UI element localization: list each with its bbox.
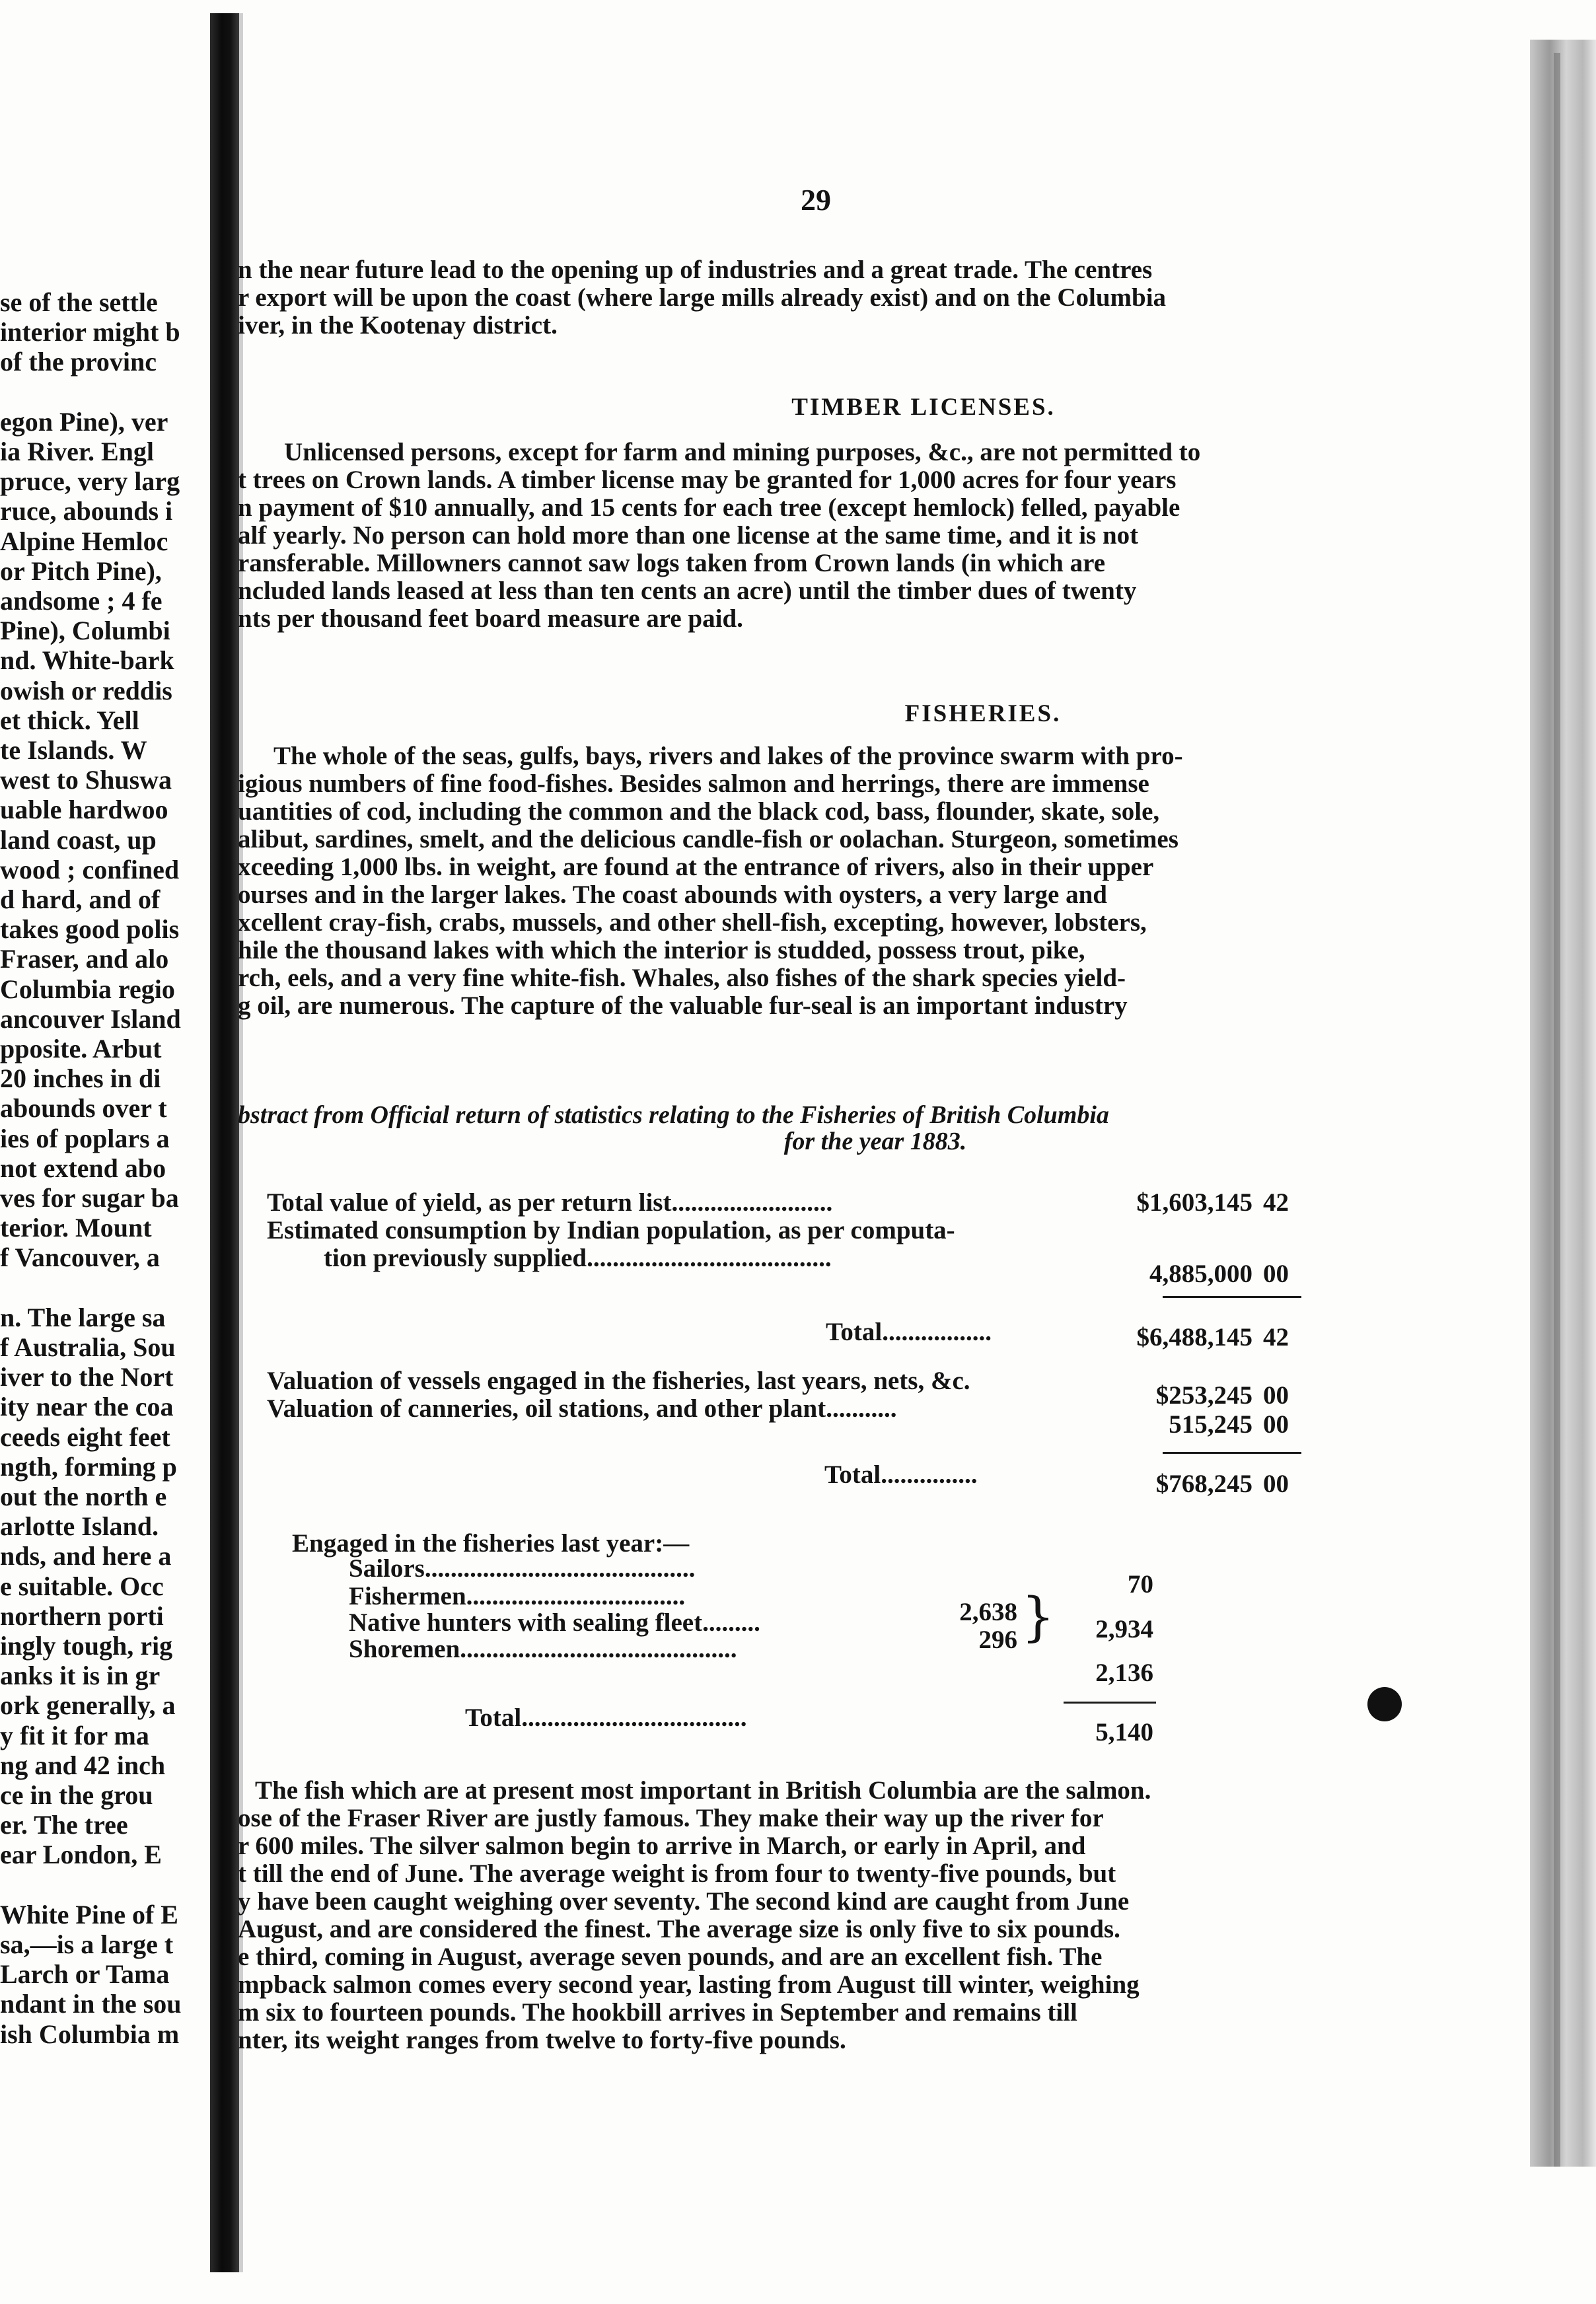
- facing-page-line: egon Pine), ver: [0, 406, 168, 437]
- facing-page-line: ng and 42 inch: [0, 1750, 166, 1780]
- facing-page-line: takes good polis: [0, 914, 180, 945]
- text-line: August, and are considered the finest. The average size is only five to six pounds.: [238, 1915, 1120, 1943]
- text-line: ose of the Fraser River are justly famous. They make their way up the river for: [238, 1804, 1104, 1832]
- yield-row-amount: 4,885,000: [1149, 1260, 1252, 1288]
- text-line: rch, eels, and a very fine white-fish. Whales, also fishes of the shark species yield-: [238, 964, 1126, 992]
- facing-page-line: ork generally, a: [0, 1690, 176, 1721]
- facing-page-line: Columbia regio: [0, 974, 175, 1004]
- text-line: The fish which are at present most important in British Columbia are the salmon.: [255, 1776, 1151, 1805]
- yield-row-cents: 00: [1263, 1260, 1289, 1288]
- vessels-total-cents: 00: [1263, 1470, 1289, 1498]
- text-line: iver, in the Kootenay district.: [238, 311, 558, 340]
- text-line: mpback salmon comes every second year, lasting from August till winter, weighing: [238, 1970, 1140, 1999]
- timber-heading: TIMBER LICENSES.: [791, 394, 1056, 421]
- facing-page-line: White Pine of E: [0, 1899, 178, 1929]
- text-line: The whole of the seas, gulfs, bays, rivers and lakes of the province swarm with pro-: [273, 742, 1183, 770]
- vessels-row-label: Valuation of canneries, oil stations, and other plant...........: [267, 1394, 897, 1423]
- facing-page-line: ies of poplars a: [0, 1123, 170, 1153]
- fisheries-paragraph: [238, 742, 1427, 1020]
- facing-page-line: ia River. Engl: [0, 437, 154, 466]
- facing-page-line: ancouver Island: [0, 1003, 181, 1034]
- engaged-row-sub: 296: [978, 1626, 1017, 1654]
- engaged-row-label: Shoremen...........................................: [349, 1635, 737, 1663]
- abstract-title-line: bstract from Official return of statistics relating to the Fisheries of British Columbia: [238, 1101, 1109, 1129]
- intro-paragraph: [238, 256, 1427, 340]
- engaged-row-value: 2,136: [1095, 1659, 1153, 1687]
- facing-page-line: or Pitch Pine),: [0, 556, 162, 586]
- facing-page-line: pruce, very larg: [0, 466, 180, 497]
- facing-page-line: Pine), Columbi: [0, 616, 170, 646]
- facing-page-line: ceeds eight feet: [0, 1422, 170, 1452]
- text-line: ransferable. Millowners cannot saw logs taken from Crown lands (in which are: [238, 549, 1106, 577]
- yield-row-cents: 42: [1263, 1188, 1289, 1217]
- facing-page-line: se of the settle: [0, 287, 158, 317]
- yield-row-label: tion previously supplied......................................: [324, 1244, 832, 1272]
- facing-page-line: andsome ; 4 fe: [0, 586, 163, 616]
- ink-blot: [1367, 1687, 1402, 1721]
- engaged-row-label: Fishermen..................................: [349, 1582, 686, 1610]
- facing-page-line: ear London, E: [0, 1840, 162, 1870]
- yield-row-label: Total value of yield, as per return list.........................: [267, 1188, 833, 1217]
- text-line: nts per thousand feet board measure are paid.: [238, 604, 743, 633]
- facing-page-line: e suitable. Occ: [0, 1571, 164, 1601]
- text-line: xceeding 1,000 lbs. in weight, are found at the entrance of rivers, also in their upper: [238, 853, 1154, 881]
- facing-page-line: n. The large sa: [0, 1302, 166, 1332]
- text-line: ncluded lands leased at less than ten cents an acre) until the timber dues of twenty: [238, 577, 1137, 605]
- text-line: y have been caught weighing over seventy. The second kind are caught from June: [238, 1887, 1130, 1916]
- sum-rule: [1163, 1452, 1301, 1454]
- text-line: uantities of cod, including the common and the black cod, bass, flounder, skate, sole,: [238, 797, 1160, 826]
- facing-page-line: anks it is in gr: [0, 1661, 161, 1691]
- facing-page-line: northern porti: [0, 1601, 164, 1631]
- facing-page-line: te Islands. W: [0, 735, 147, 765]
- text-line: alibut, sardines, smelt, and the delicious candle-fish or oolachan. Sturgeon, sometimes: [238, 825, 1179, 853]
- facing-page-line: of the provinc: [0, 347, 157, 377]
- text-line: g oil, are numerous. The capture of the valuable fur-seal is an important industry: [238, 991, 1128, 1020]
- facing-page-line: ndant in the sou: [0, 1989, 182, 2019]
- book-gutter: [210, 13, 239, 2272]
- facing-page-line: ngth, forming p: [0, 1451, 177, 1482]
- abstract-title: [238, 1102, 1433, 1155]
- text-line: n the near future lead to the opening up of industries and a great trade. The centres: [238, 256, 1153, 284]
- facing-page-line: wood ; confined: [0, 854, 180, 884]
- text-line: hile the thousand lakes with which the interior is studded, possess trout, pike,: [238, 936, 1085, 964]
- facing-page-line: out the north e: [0, 1482, 167, 1511]
- facing-page-line: 20 inches in di: [0, 1063, 161, 1094]
- facing-page-line: Alpine Hemloc: [0, 526, 168, 556]
- facing-page-line: iver to the Nort: [0, 1362, 174, 1392]
- engaged-row-label: Native hunters with sealing fleet.........: [349, 1608, 760, 1637]
- facing-page-line: ity near the coa: [0, 1392, 174, 1422]
- facing-page-line: er. The tree: [0, 1810, 128, 1840]
- facing-page-line: nds, and here a: [0, 1541, 172, 1571]
- yield-total-label: Total.................: [826, 1318, 992, 1346]
- facing-page-line: interior might b: [0, 317, 180, 347]
- facing-page-line: ingly tough, rig: [0, 1631, 173, 1661]
- vessels-row-cents: 00: [1263, 1381, 1289, 1410]
- sum-rule: [1163, 1296, 1301, 1298]
- facing-page-line: terior. Mount: [0, 1213, 152, 1243]
- text-line: n payment of $10 annually, and 15 cents for each tree (except hemlock) felled, payable: [238, 493, 1180, 522]
- facing-page-line: ruce, abounds i: [0, 496, 173, 526]
- text-line: Unlicensed persons, except for farm and mining purposes, &c., are not permitted to: [284, 438, 1201, 466]
- yield-total-cents: 42: [1263, 1323, 1289, 1351]
- vessels-total-amount: $768,245: [1155, 1470, 1252, 1498]
- facing-page-line: Larch or Tama: [0, 1959, 170, 1990]
- page-edge-strip: [1530, 40, 1596, 2167]
- yield-row-label: Estimated consumption by Indian population, as per computa-: [267, 1216, 955, 1244]
- page-edge-shadow: [1554, 53, 1560, 2167]
- facing-page-line: ves for sugar ba: [0, 1183, 179, 1213]
- text-line: ourses and in the larger lakes. The coast abounds with oysters, a very large and: [238, 881, 1107, 909]
- vessels-total-label: Total...............: [824, 1460, 978, 1489]
- text-line: nter, its weight ranges from twelve to forty-five pounds.: [238, 2026, 846, 2054]
- sum-rule: [1064, 1702, 1156, 1704]
- engaged-row-sub: 2,638: [959, 1598, 1017, 1626]
- engaged-row-label: Sailors..........................................: [349, 1554, 696, 1583]
- abstract-title-year: for the year 1883.: [783, 1128, 967, 1155]
- facing-page-line: nd. White-bark: [0, 645, 174, 676]
- engaged-total-label: Total...................................: [465, 1704, 747, 1732]
- main-page: [238, 0, 1530, 2304]
- facing-page-line: abounds over t: [0, 1093, 167, 1124]
- text-line: r 600 miles. The silver salmon begin to arrive in March, or early in April, and: [238, 1832, 1086, 1860]
- engaged-heading: Engaged in the fisheries last year:—: [292, 1529, 690, 1558]
- facing-page-line: west to Shuswa: [0, 765, 172, 795]
- facing-page-line: ish Columbia m: [0, 2019, 180, 2049]
- facing-page-line: land coast, up: [0, 824, 157, 855]
- brace-glyph: }: [1021, 1586, 1055, 1647]
- text-line: m six to fourteen pounds. The hookbill arrives in September and remains till: [238, 1998, 1077, 2027]
- yield-total-amount: $6,488,145: [1136, 1323, 1252, 1351]
- vessels-row-label: Valuation of vessels engaged in the fisheries, last years, nets, &c.: [267, 1367, 970, 1395]
- facing-page-fragment: [0, 287, 218, 2071]
- facing-page-line: f Australia, Sou: [0, 1332, 176, 1362]
- engaged-total-value: 5,140: [1095, 1718, 1153, 1746]
- facing-page-line: sa,—is a large t: [0, 1929, 174, 1959]
- fisheries-heading: FISHERIES.: [904, 700, 1062, 727]
- text-line: xcellent cray-fish, crabs, mussels, and other shell-fish, excepting, however, lobsters,: [238, 908, 1147, 937]
- facing-page-line: arlotte Island.: [0, 1511, 159, 1542]
- facing-page-line: et thick. Yell: [0, 705, 139, 735]
- yield-row-amount: $1,603,145: [1136, 1188, 1252, 1217]
- facing-page-line: not extend abo: [0, 1153, 166, 1183]
- timber-paragraph: [238, 439, 1427, 633]
- facing-page-line: owish or reddis: [0, 675, 172, 705]
- engaged-row-value: 2,934: [1095, 1615, 1153, 1643]
- vessels-row-cents: 00: [1263, 1410, 1289, 1439]
- facing-page-line: ce in the grou: [0, 1780, 153, 1810]
- text-line: t till the end of June. The average weight is from four to twenty-five pounds, but: [238, 1859, 1116, 1888]
- text-line: igious numbers of fine food-fishes. Besides salmon and herrings, there are immense: [238, 770, 1149, 798]
- page-number: 29: [801, 183, 831, 217]
- engaged-row-value: 70: [1128, 1570, 1153, 1599]
- facing-page-line: pposite. Arbut: [0, 1034, 162, 1063]
- text-line: r export will be upon the coast (where large mills already exist) and on the Columbia: [238, 283, 1167, 312]
- facing-page-line: Fraser, and alo: [0, 944, 169, 974]
- facing-page-line: y fit it for ma: [0, 1720, 149, 1750]
- vessels-row-amount: 515,245: [1169, 1410, 1252, 1439]
- text-line: alf yearly. No person can hold more than one license at the same time, and it is not: [238, 521, 1139, 550]
- facing-page-line: f Vancouver, a: [0, 1242, 160, 1273]
- vessels-row-amount: $253,245: [1155, 1381, 1252, 1410]
- facing-page-line: uable hardwoo: [0, 795, 168, 825]
- text-line: e third, coming in August, average seven pounds, and are an excellent fish. The: [238, 1943, 1103, 1971]
- facing-page-line: d hard, and of: [0, 884, 161, 914]
- salmon-paragraph: [238, 1777, 1427, 2054]
- text-line: t trees on Crown lands. A timber license may be granted for 1,000 acres for four years: [238, 466, 1177, 494]
